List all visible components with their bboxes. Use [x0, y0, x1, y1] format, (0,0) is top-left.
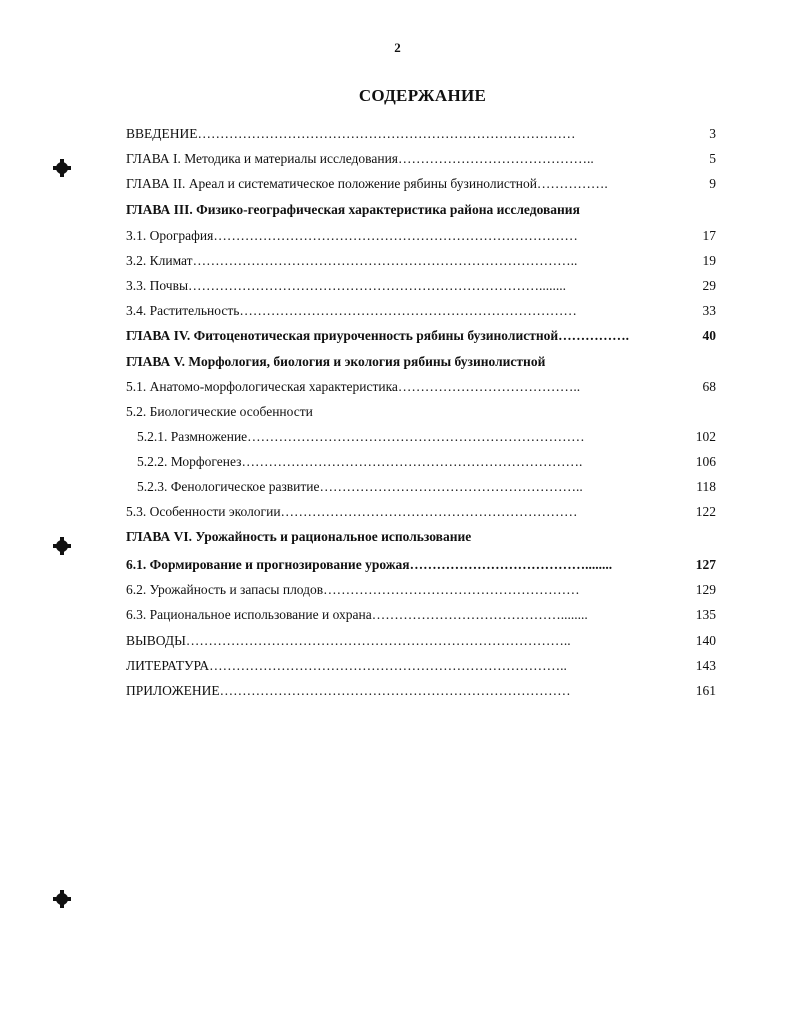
toc-entry-text: 3.2. Климат…………………………………………………………………………..	[126, 253, 578, 268]
toc-entry-text: 5.3. Особенности экологии…………………………………………………………	[126, 504, 578, 519]
toc-entry-page: 140	[695, 633, 716, 648]
toc-entry-page: 106	[695, 454, 716, 469]
toc-row	[126, 402, 716, 422]
toc-row	[126, 276, 716, 296]
binder-hole-mark	[56, 893, 68, 905]
toc-row	[126, 555, 716, 575]
toc-row	[126, 580, 716, 600]
toc-entry-text: ЛИТЕРАТУРА……………………………………………………………………..	[126, 658, 567, 673]
toc-row	[126, 124, 716, 144]
toc-entry-text: ГЛАВА VI. Урожайность и рациональное использование	[126, 529, 472, 544]
binder-hole-mark	[56, 540, 68, 552]
toc-entry-page: 161	[695, 683, 716, 698]
toc-entry-text: ВВЕДЕНИЕ…………………………………………………………………………	[126, 126, 576, 141]
page-number: 2	[394, 40, 401, 55]
toc-entry-text: 3.3. Почвы……………………………………………………………………........	[126, 278, 567, 293]
toc-row	[126, 452, 716, 472]
toc-entry-text: 5.2. Биологические особенности	[126, 404, 313, 419]
toc-entry-text: 5.1. Анатомо-морфологическая характеристика…………………………………..	[126, 379, 581, 394]
toc-entry-text: 5.2.3. Фенологическое развитие…………………………………………………..	[137, 479, 583, 494]
toc-entry-page: 102	[695, 429, 716, 444]
toc-title: СОДЕРЖАНИЕ	[358, 86, 487, 105]
toc-row	[126, 681, 716, 701]
toc-row	[126, 200, 716, 220]
toc-entry-page: 29	[702, 278, 716, 293]
toc-entry-text: ГЛАВА I. Методика и материалы исследования……………………………………..	[126, 151, 594, 166]
toc-row	[126, 527, 716, 547]
toc-entry-text: 6.2. Урожайность и запасы плодов…………………………………………………	[126, 582, 580, 597]
toc-row	[126, 149, 716, 169]
toc-row	[126, 427, 716, 447]
toc-entry-text: 3.4. Растительность…………………………………………………………………	[126, 303, 577, 318]
toc-entry-text: ГЛАВА IV. Фитоценотическая приуроченность рябины бузинолистной…………….	[126, 328, 630, 343]
toc-entry-text: 6.1. Формирование и прогнозирование урожая…………………………………........	[126, 557, 613, 572]
toc-row	[126, 656, 716, 676]
toc-entry-text: 6.3. Рациональное использование и охрана……………………………………........	[126, 607, 588, 622]
toc-entry-text: ВЫВОДЫ…………………………………………………………………………..	[126, 633, 571, 648]
toc-entry-page: 17	[702, 228, 716, 243]
toc-entry-page: 40	[702, 328, 716, 343]
toc-entry-page: 5	[709, 151, 716, 166]
toc-row	[126, 226, 716, 246]
toc-row	[126, 301, 716, 321]
toc-entry-text: ГЛАВА V. Морфология, биология и экология рябины бузинолистной	[126, 354, 546, 369]
toc-row	[126, 326, 716, 346]
toc-entry-page: 135	[695, 607, 716, 622]
toc-entry-text: 5.2.2. Морфогенез………………………………………………………………….	[137, 454, 583, 469]
toc-entry-page: 19	[702, 253, 716, 268]
toc-entry-page: 3	[709, 126, 716, 141]
toc-row	[126, 174, 716, 194]
toc-entry-page: 127	[695, 557, 716, 572]
binder-hole-mark	[56, 162, 68, 174]
toc-entry-page: 143	[695, 658, 716, 673]
toc-entry-page: 129	[695, 582, 716, 597]
toc-entry-text: 5.2.1. Размножение…………………………………………………………………	[137, 429, 585, 444]
toc-row	[126, 251, 716, 271]
toc-entry-page: 68	[702, 379, 716, 394]
toc-entry-text: ПРИЛОЖЕНИЕ……………………………………………………………………	[126, 683, 571, 698]
toc-row	[126, 605, 716, 625]
toc-entry-page: 9	[709, 176, 716, 191]
toc-row	[126, 377, 716, 397]
toc-entry-page: 118	[696, 479, 716, 494]
toc-entry-page: 122	[695, 504, 716, 519]
toc-entry-text: ГЛАВА III. Физико-географическая характеристика района исследования	[126, 202, 580, 217]
toc-row	[126, 631, 716, 651]
toc-entry-text: ГЛАВА II. Ареал и систематическое положение рябины бузинолистной…………….	[126, 176, 608, 191]
toc-row	[126, 477, 716, 497]
toc-entry-text: 3.1. Орография………………………………………………………………………	[126, 228, 578, 243]
toc-entry-page: 33	[702, 303, 716, 318]
toc-row	[126, 352, 716, 372]
toc-row	[126, 502, 716, 522]
